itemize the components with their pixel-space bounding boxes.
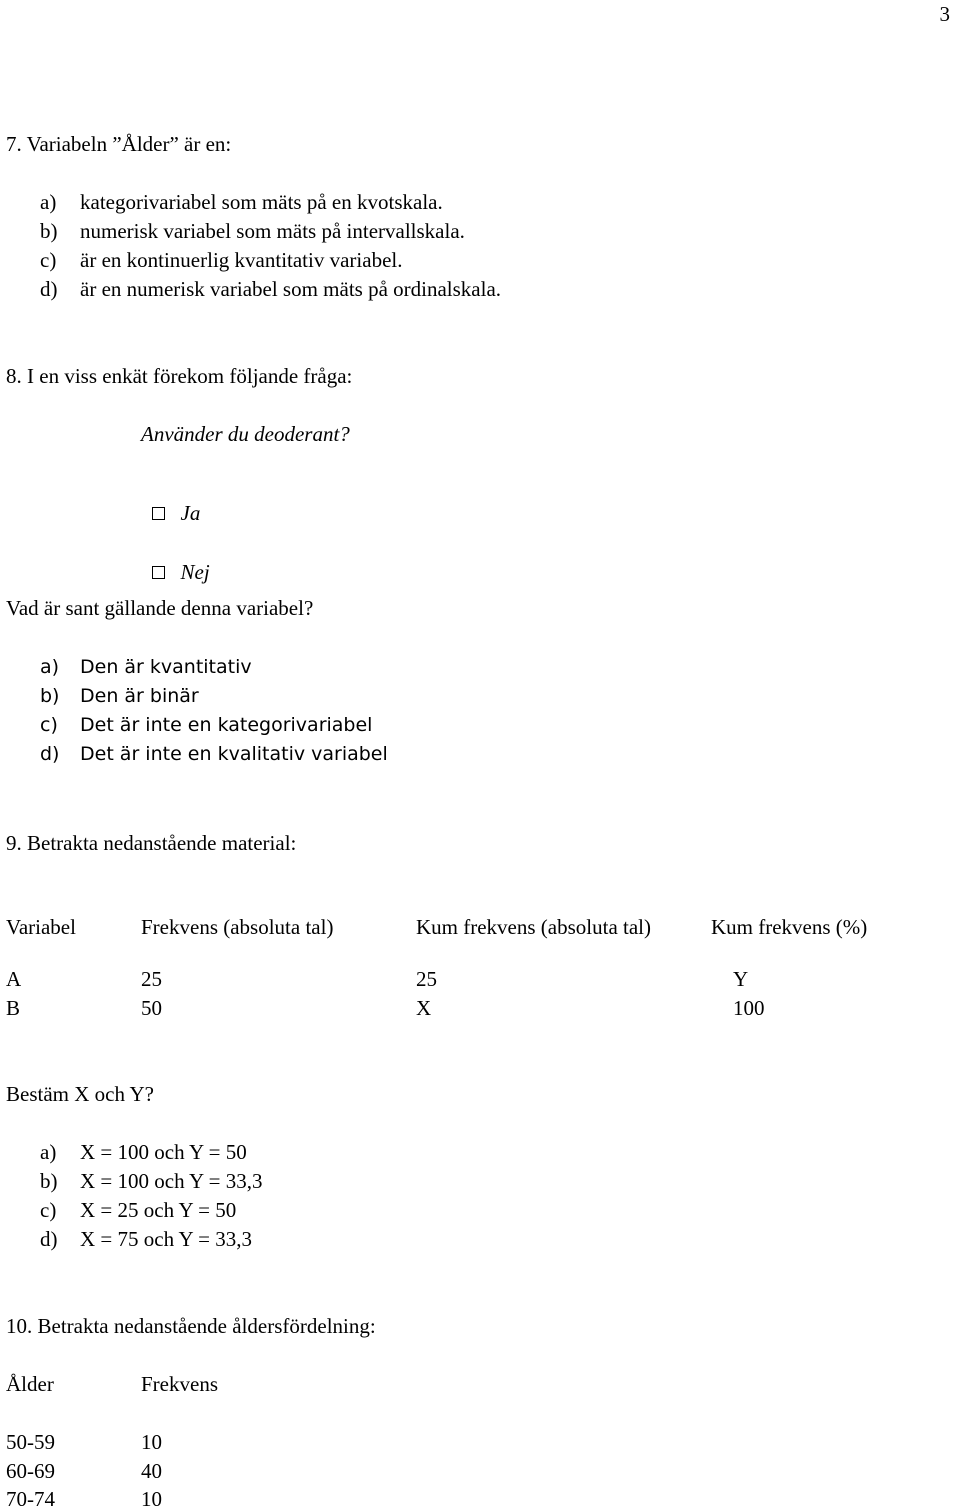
option-text: Det är inte en kvalitativ variabel: [80, 743, 388, 765]
option-text: är en kontinuerlig kvantitativ variabel.: [80, 248, 403, 272]
option-text: kategorivariabel som mäts på en kvotskala.: [80, 190, 443, 214]
table-cell: 10: [141, 1487, 162, 1511]
option-label: b): [40, 685, 60, 707]
option-label: c): [40, 1198, 57, 1222]
table-cell: 50: [141, 996, 162, 1020]
table-header: Frekvens (absoluta tal): [141, 915, 334, 939]
option-label: d): [40, 1227, 58, 1251]
survey-question: Använder du deoderant?: [141, 422, 350, 446]
table-cell: A: [6, 967, 22, 991]
checkbox-icon: [152, 507, 165, 520]
table-cell: 60-69: [6, 1459, 55, 1483]
checkbox-icon: [152, 566, 165, 579]
table-cell: 10: [141, 1430, 162, 1454]
option-label: a): [40, 1140, 57, 1164]
question-8-prompt: Vad är sant gällande denna variabel?: [6, 596, 314, 620]
table-cell: 25: [141, 967, 162, 991]
choice-label: Nej: [180, 560, 210, 584]
table-cell: B: [6, 996, 21, 1020]
page-number: 3: [939, 2, 950, 26]
choice-label: Ja: [180, 501, 201, 525]
option-text: Den är kvantitativ: [80, 656, 252, 678]
option-label: b): [40, 219, 58, 243]
option-text: Det är inte en kategorivariabel: [80, 714, 373, 736]
table-header: Ålder: [6, 1372, 54, 1396]
table-cell: 25: [416, 967, 437, 991]
option-label: d): [40, 743, 60, 765]
option-text: Den är binär: [80, 685, 199, 707]
option-label: b): [40, 1169, 58, 1193]
question-10-title: 10. Betrakta nedanstående åldersfördelning:: [6, 1314, 376, 1338]
question-7-title: 7. Variabeln ”Ålder” är en:: [6, 132, 232, 156]
option-label: c): [40, 248, 57, 272]
option-text: X = 25 och Y = 50: [80, 1198, 237, 1222]
option-label: a): [40, 190, 57, 214]
question-8-title: 8. I en viss enkät förekom följande fråga:: [6, 364, 353, 388]
survey-choice-ja: [141, 482, 200, 524]
table-header: Frekvens: [141, 1372, 218, 1396]
table-cell: 70-74: [6, 1487, 55, 1511]
table-header: Kum frekvens (%): [711, 915, 868, 939]
question-9-title: 9. Betrakta nedanstående material:: [6, 831, 297, 855]
table-cell: 40: [141, 1459, 162, 1483]
table-cell: 100: [733, 996, 765, 1020]
option-text: X = 100 och Y = 33,3: [80, 1169, 263, 1193]
table-cell: 50-59: [6, 1430, 55, 1454]
option-text: X = 75 och Y = 33,3: [80, 1227, 253, 1251]
option-text: är en numerisk variabel som mäts på ordinalskala.: [80, 277, 502, 301]
table-header: Kum frekvens (absoluta tal): [416, 915, 652, 939]
table-header: Variabel: [6, 915, 76, 939]
option-text: numerisk variabel som mäts på intervallskala.: [80, 219, 465, 243]
survey-choice-nej: [141, 541, 210, 583]
question-9-prompt: Bestäm X och Y?: [6, 1082, 154, 1106]
table-cell: X: [416, 996, 432, 1020]
option-label: a): [40, 656, 60, 678]
option-text: X = 100 och Y = 50: [80, 1140, 247, 1164]
option-label: d): [40, 277, 58, 301]
table-cell: Y: [733, 967, 749, 991]
option-label: c): [40, 714, 58, 736]
